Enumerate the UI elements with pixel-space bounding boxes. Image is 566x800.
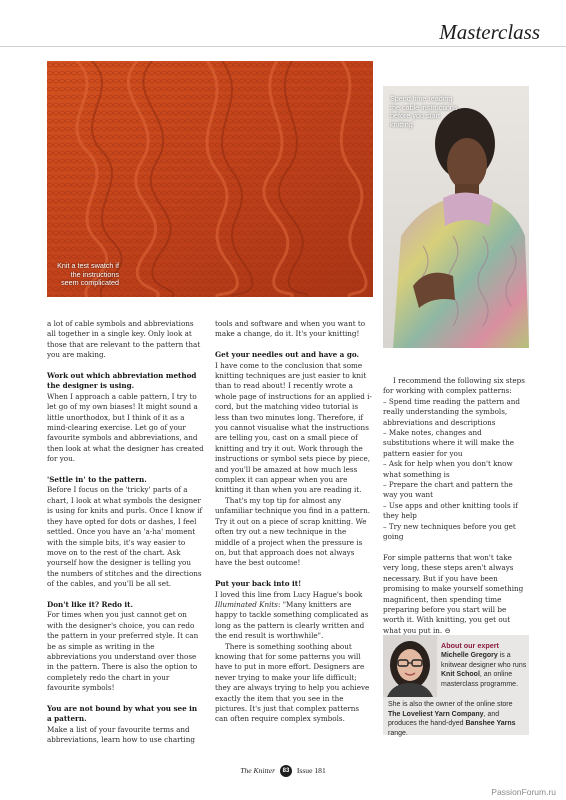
section-heading-abbreviation: Work out which abbreviation method the designer is using.	[47, 371, 197, 391]
quote-intro: I loved this line from Lucy Hague's book	[215, 589, 363, 599]
expert-bio	[441, 651, 527, 690]
expert-bio-text: , an online masterclass programme.	[441, 671, 519, 689]
issue-number: Issue 181	[296, 765, 326, 775]
list-item: – Try new techniques before you get going	[383, 521, 516, 542]
section-body-redo: For times when you just cannot get on with the designer's choice, you can redo the pattern in your preferred style. It can be as simple as writing in the abbreviations you understand over those in the pattern. There is also the option to completely redo the chart in your favourite symbols!	[47, 610, 199, 693]
expert-bio-text: is a knitwear designer who runs	[441, 652, 527, 669]
section-heading-back-into-it: Put your back into it!	[215, 579, 302, 589]
column1-intro: a lot of cable symbols and abbreviations all together in a single key. Only look at those that are relevant to the pattern that you are making.	[47, 319, 201, 360]
list-item: – Spend time reading the pattern and really understanding the symbols, abbreviations and descriptions	[383, 396, 520, 427]
section-heading-settle-in: 'Settle in' to the pattern.	[47, 475, 147, 485]
expert-portrait-image	[383, 635, 437, 697]
article-column-2	[215, 319, 372, 725]
expert-name: Michelle Gregory	[441, 652, 498, 659]
quote-text: : "Many knitters are happy to tackle something complicated as long as the pattern is clearly written and the end result is worthwhile".	[215, 599, 369, 641]
section-heading-redo: Don't like it? Redo it.	[47, 599, 133, 609]
closing-paragraph	[383, 553, 529, 636]
publication-name: The Knitter	[240, 765, 276, 775]
article-column-3	[383, 376, 529, 636]
book-title: Illuminated Knits	[215, 599, 278, 609]
section-body-needles-out-2: That's my top tip for almost any unfamiliar technique you find in a pattern. Try it out on a piece of scrap knitting. We often try out a new technique in the middle of a project when the pressure is on, but that approach does not always have the best outcome!	[215, 495, 371, 568]
section-body-back-into-it-2: There is something soothing about knowing that for some patterns you will have to put in more effort. Designers are never trying to make your life difficult; they are always trying to help you achieve exactly the item that you see in the pictures. It's just that complex patterns can often require complex symbols.	[215, 641, 370, 724]
column2-intro: tools and software and when you want to make a change, do it. It's your knitting!	[215, 319, 366, 339]
article-column-1	[47, 319, 204, 746]
expert-heading: About our expert	[441, 641, 499, 650]
header-rule	[0, 46, 566, 47]
expert-avatar	[383, 635, 437, 697]
steps-intro: I recommend the following six steps for working with complex patterns:	[383, 376, 525, 396]
expert-yarn-brand: Banshee Yarns	[465, 720, 516, 728]
expert-bio-text: , and produces the hand-dyed	[388, 710, 500, 728]
swatch-photo-caption: Knit a test swatch if the instructions seem complicated	[57, 261, 119, 288]
section-heading-needles-out: Get your needles out and have a go.	[215, 350, 360, 360]
list-item: – Make notes, changes and substitutions where it will make the pattern easier for you	[383, 428, 515, 458]
list-item: – Prepare the chart and pattern the way you want	[383, 480, 513, 500]
list-item: – Ask for help when you don't know what something is	[383, 459, 513, 479]
steps-list	[383, 397, 529, 543]
page-number: 83	[280, 765, 292, 777]
list-item: – Use apps and other knitting tools if they help	[383, 500, 518, 521]
expert-bio-text: range.	[388, 730, 408, 738]
expert-bio-text: She is also the owner of the online store	[388, 701, 513, 708]
closing-text: For simple patterns that won't take very long, these steps aren't always necessary. But if you have been promising to make yourself something magnificent, then spending time preparing before you start will be worth it. With knitting, you get out what you put in.	[383, 552, 524, 635]
page-title: Masterclass	[439, 20, 540, 44]
watermark: PassionForum.ru	[491, 787, 556, 797]
model-photo-caption: Spend time reading the cable instructions before you start knitting	[390, 94, 458, 129]
expert-store: The Loveliest Yarn Company	[388, 710, 484, 718]
section-heading-not-bound: You are not bound by what you see in a pattern.	[47, 703, 198, 724]
section-body-needles-out: I have come to the conclusion that some knitting techniques are just easier to knit than to read about! I recently wrote a whole page of instructions for an applied i-cord, but the matching video tutorial is less than two minutes long. Therefore, if you cannot visualise what the instructions are telling you, cast on a small piece of knitting and try it out. Work through the instructions or symbol sets piece by piece, and you'll be amazed at how much less complex it can appear when you are knitting it than when you are reading it.	[215, 360, 372, 495]
section-body-back-into-it	[215, 590, 372, 642]
end-mark-icon: ⊖	[444, 625, 451, 635]
expert-bio-continued	[388, 700, 526, 739]
section-body-settle-in: Before I focus on the 'tricky' parts of a chart, I look at what symbols the designer is using for knits and purls. Once I know if they have opted for dots or dashes, I feel settled. Once you have an 'a-ha' moment with the simple bits, it's way easier to move on to the rest of the chart. Ask yourself how the designer is telling you the numbers of stitches and the directions of the cables, and you'll be all set.	[47, 485, 203, 589]
section-body-not-bound: Make a list of your favourite terms and abbreviations, learn how to use charting	[47, 724, 195, 745]
expert-school: Knit School	[441, 671, 480, 679]
section-body-abbreviation: When I approach a cable pattern, I try to let go of my own biases! It might sound a little unorthodox, but I think of it as a mind-clearing exercise. Let go of your favourite symbols and abbreviations, and then look at what the designer has created for you.	[47, 391, 204, 464]
page-footer	[0, 765, 566, 777]
